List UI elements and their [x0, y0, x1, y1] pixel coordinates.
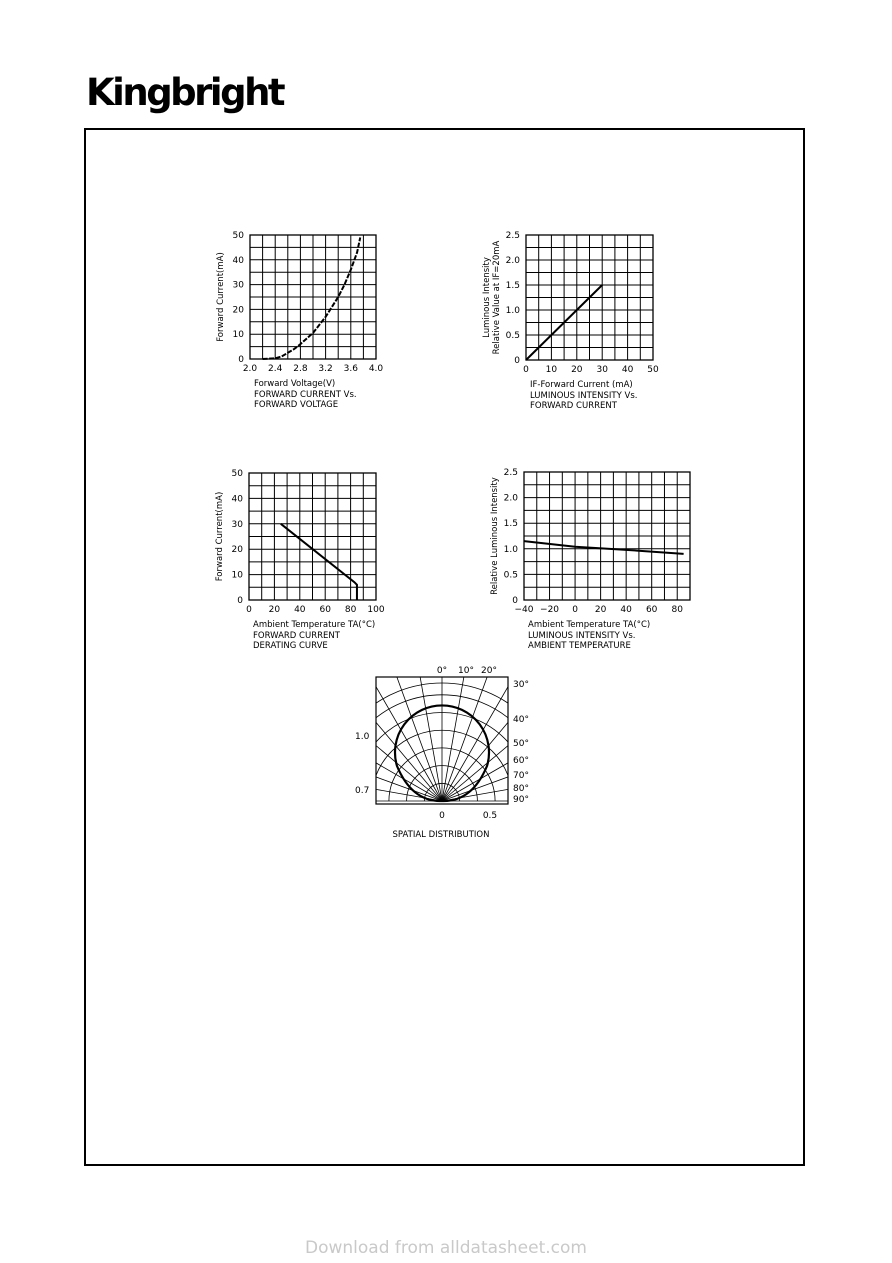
x-tick-label: 40 — [621, 365, 634, 375]
chart-caption: FORWARD VOLTAGE — [254, 400, 339, 410]
chart-luminous-intensity-vs-current — [482, 231, 659, 411]
x-tick-label: 2.8 — [293, 364, 308, 374]
x-tick-label: 60 — [645, 605, 658, 615]
data-series-line — [524, 541, 684, 554]
x-tick-label: 2.0 — [242, 364, 258, 374]
y-tick-label: 30 — [231, 519, 243, 530]
y-tick-label: 20 — [231, 545, 243, 556]
y-tick-label: 10 — [232, 330, 244, 341]
angle-label: 10° — [458, 666, 474, 676]
brand-logo: Kingbright — [86, 71, 284, 114]
y-tick-label: 1.0 — [503, 544, 518, 555]
x-tick-label: 3.2 — [318, 364, 333, 374]
chart-caption: LUMINOUS INTENSITY Vs. — [528, 631, 636, 641]
y-tick-label: 10 — [231, 570, 243, 581]
y-axis-label: Forward Current(mA) — [216, 252, 226, 342]
polar-grid — [272, 631, 612, 801]
footer-watermark: Download from alldatasheet.com — [305, 1238, 587, 1258]
y-tick-label: 2.5 — [503, 468, 518, 478]
x-tick-label: 40 — [620, 605, 632, 615]
radial-label: 1.0 — [355, 732, 370, 742]
chart-caption: DERATING CURVE — [253, 641, 328, 651]
y-tick-label: 1.5 — [505, 281, 520, 291]
angle-label: 40° — [513, 715, 529, 725]
angle-label: 70° — [513, 771, 529, 781]
y-tick-label: 50 — [231, 469, 243, 479]
chart-caption: FORWARD CURRENT Vs. — [254, 390, 357, 400]
chart-caption: LUMINOUS INTENSITY Vs. — [530, 391, 638, 401]
x-tick-label: 80 — [344, 605, 357, 615]
y-tick-label: 0 — [512, 596, 518, 606]
chart-caption: FORWARD CURRENT — [530, 401, 617, 411]
y-tick-label: 2.5 — [505, 231, 520, 241]
angle-label: 20° — [481, 666, 497, 676]
x-axis-label: Forward Voltage(V) — [254, 379, 336, 389]
x-tick-label: 30 — [596, 365, 608, 375]
angle-label: 80° — [513, 784, 529, 794]
y-tick-label: 1.0 — [505, 306, 520, 316]
y-axis-label: Forward Current(mA) — [215, 491, 225, 582]
chart-caption: FORWARD CURRENT — [253, 631, 340, 641]
chart-luminous-intensity-vs-temperature — [490, 468, 690, 651]
y-tick-label: 2.0 — [503, 493, 518, 504]
x-tick-label: −40 — [514, 605, 534, 615]
y-tick-label: 40 — [232, 255, 244, 266]
radial-label: 0 — [439, 811, 445, 821]
data-series-line — [263, 237, 361, 359]
angle-label: 90° — [513, 795, 529, 805]
angle-label: 50° — [513, 739, 529, 749]
x-tick-label: 2.4 — [268, 364, 283, 374]
y-axis-label: Relative Luminous Intensity — [490, 477, 500, 595]
chart-forward-current-vs-voltage — [216, 231, 383, 410]
x-tick-label: 20 — [268, 605, 281, 615]
chart-caption: SPATIAL DISTRIBUTION — [392, 830, 490, 840]
y-tick-label: 40 — [231, 494, 243, 505]
x-tick-label: 0 — [523, 365, 529, 375]
radial-label: 0.7 — [355, 786, 370, 796]
chart-caption: AMBIENT TEMPERATURE — [528, 641, 631, 651]
angle-label: 0° — [436, 666, 448, 676]
radial-label: 0.5 — [482, 811, 498, 821]
y-tick-label: 0.5 — [505, 331, 520, 341]
y-axis-label: Relative Value at IF=20mA — [492, 240, 502, 355]
x-tick-label: −20 — [540, 605, 560, 615]
y-tick-label: 1.5 — [503, 519, 518, 530]
x-tick-label: 100 — [367, 605, 385, 615]
angle-label: 30° — [513, 680, 529, 690]
y-tick-label: 30 — [232, 280, 244, 291]
y-tick-label: 0 — [237, 596, 243, 606]
angle-label: 60° — [513, 756, 529, 766]
x-tick-label: 20 — [571, 365, 583, 375]
y-tick-label: 20 — [232, 305, 244, 316]
x-tick-label: 4.0 — [368, 364, 384, 374]
x-tick-label: 3.6 — [343, 364, 358, 374]
x-tick-label: 0 — [572, 605, 578, 615]
y-tick-label: 0.5 — [503, 570, 518, 581]
chart-spatial-distribution — [272, 631, 612, 840]
x-tick-label: 50 — [647, 365, 659, 375]
y-tick-label: 0 — [514, 356, 520, 366]
x-tick-label: 10 — [545, 365, 558, 375]
x-axis-label: IF-Forward Current (mA) — [530, 380, 633, 390]
y-axis-label: Luminous Intensity — [482, 257, 492, 338]
y-tick-label: 2.0 — [505, 256, 520, 266]
x-tick-label: 40 — [294, 605, 306, 615]
y-tick-label: 50 — [232, 231, 244, 241]
chart-derating-curve — [215, 469, 385, 651]
x-tick-label: 0 — [246, 605, 252, 615]
x-tick-label: 80 — [671, 605, 683, 615]
x-tick-label: 60 — [319, 605, 331, 615]
y-tick-label: 0 — [238, 355, 244, 365]
x-tick-label: 20 — [594, 605, 607, 615]
x-axis-label: Ambient Temperature TA(°C) — [528, 620, 651, 630]
x-axis-label: Ambient Temperature TA(°C) — [253, 620, 376, 630]
